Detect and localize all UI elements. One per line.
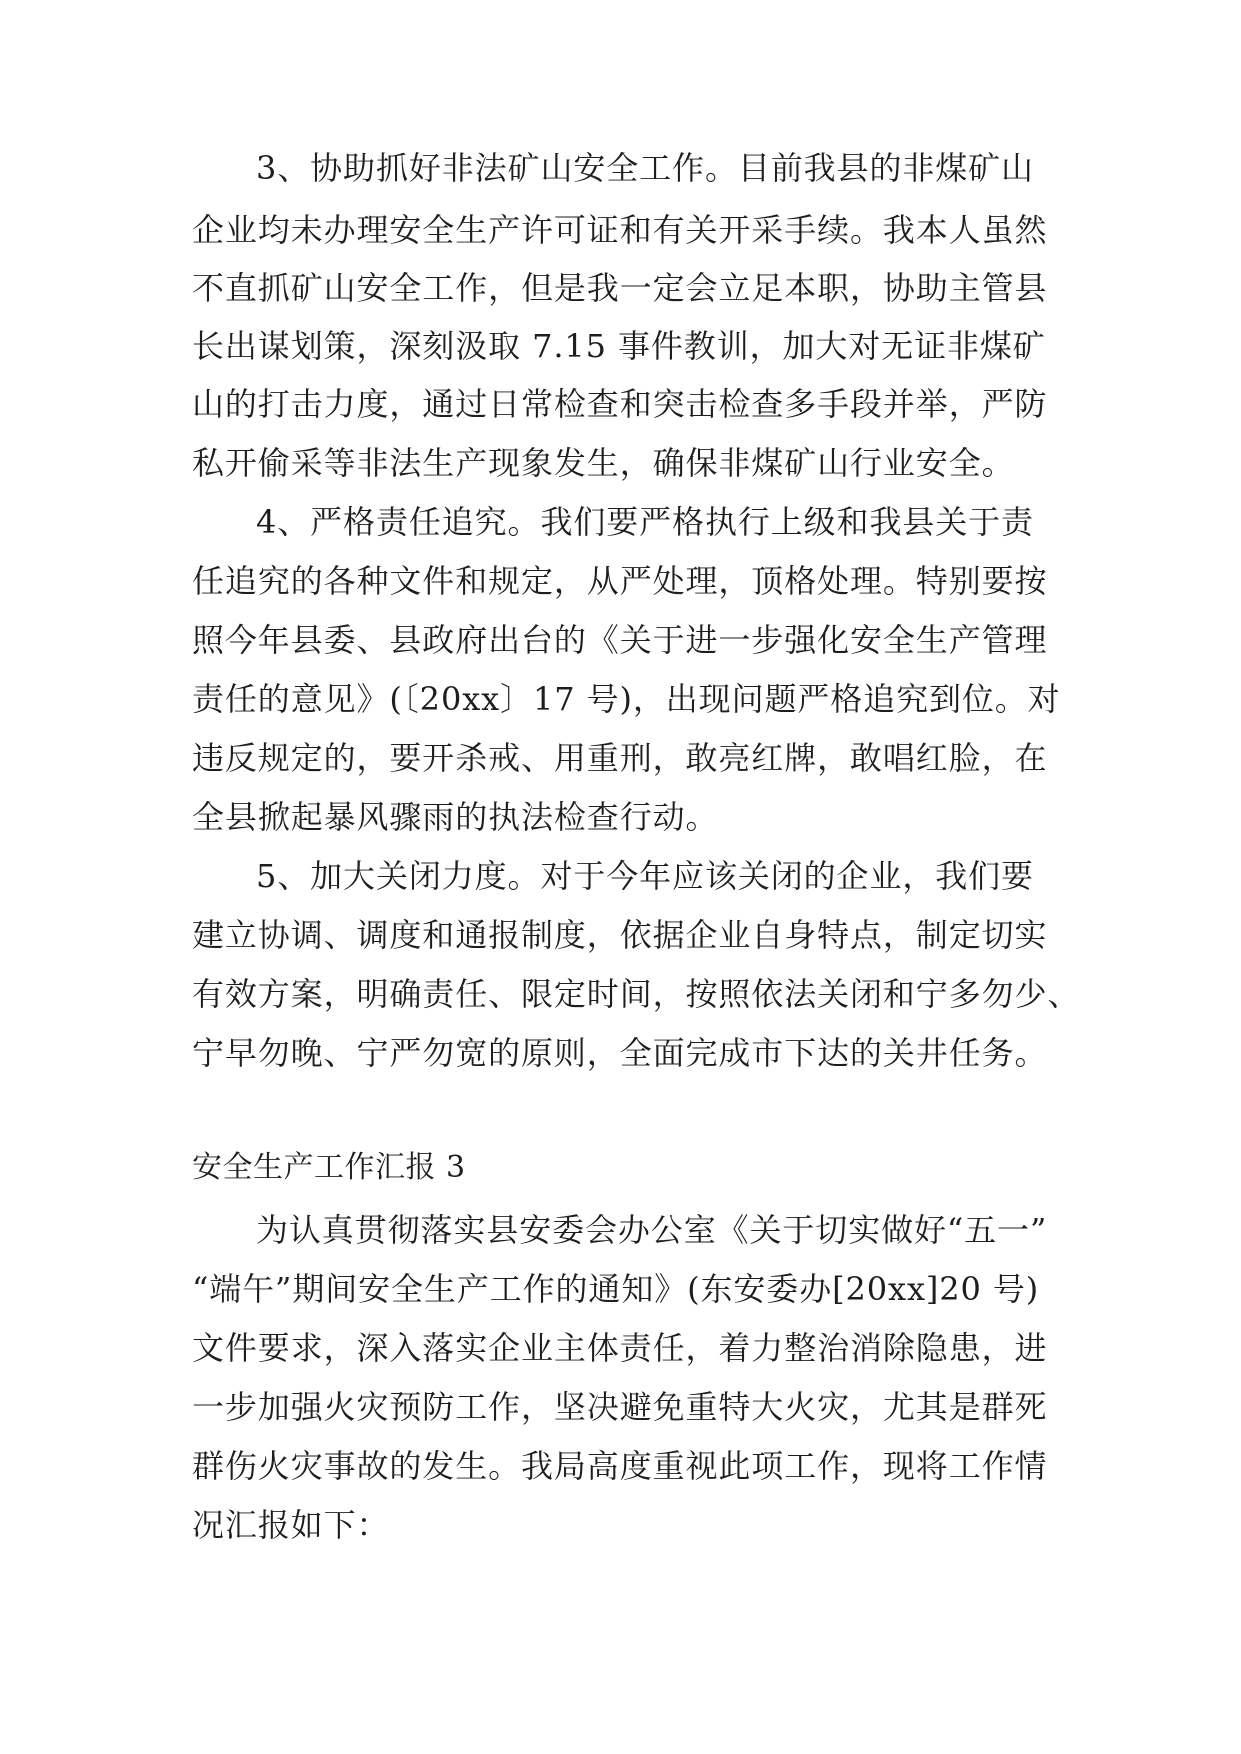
paragraph-line: 违反规定的，要开杀戒、用重刑，敢亮红牌，敢唱红脸，在 <box>192 739 1048 777</box>
paragraph-line: 群伤火灾事故的发生。我局高度重视此项工作，现将工作情 <box>192 1447 1048 1485</box>
paragraph-line: 责任的意见》(〔20xx〕17 号)，出现问题严格追究到位。对 <box>192 680 1061 718</box>
paragraph-line: 全县掀起暴风骤雨的执法检查行动。 <box>192 798 719 836</box>
paragraph-line: 4、严格责任追究。我们要严格执行上级和我县关于责 <box>256 503 1034 541</box>
paragraph-line: 建立协调、调度和通报制度，依据企业自身特点，制定切实 <box>192 916 1048 954</box>
paragraph-line: 文件要求，深入落实企业主体责任，着力整治消除隐患，进 <box>192 1329 1048 1367</box>
paragraph-line: 5、加大关闭力度。对于今年应该关闭的企业，我们要 <box>256 857 1034 895</box>
paragraph-line: 不直抓矿山安全工作，但是我一定会立足本职，协助主管县 <box>192 269 1048 307</box>
paragraph-line: 一步加强火灾预防工作，坚决避免重特大火灾，尤其是群死 <box>192 1388 1048 1426</box>
paragraph-line: 照今年县委、县政府出台的《关于进一步强化安全生产管理 <box>192 621 1048 659</box>
paragraph-line: 任追究的各种文件和规定，从严处理，顶格处理。特别要按 <box>192 562 1048 600</box>
paragraph-line: 况汇报如下： <box>192 1506 390 1544</box>
paragraph-line: 山的打击力度，通过日常检查和突击检查多手段并举，严防 <box>192 385 1048 423</box>
paragraph-line: 私开偷采等非法生产现象发生，确保非煤矿山行业安全。 <box>192 444 1015 482</box>
paragraph-line: 企业均未办理安全生产许可证和有关开采手续。我本人虽然 <box>192 211 1048 249</box>
paragraph-line: 有效方案，明确责任、限定时间，按照依法关闭和宁多勿少、 <box>192 975 1081 1013</box>
paragraph-line: 3、协助抓好非法矿山安全工作。目前我县的非煤矿山 <box>256 149 1034 187</box>
paragraph-line: 为认真贯彻落实县安委会办公室《关于切实做好“五一” <box>256 1211 1048 1249</box>
paragraph-line: 宁早勿晚、宁严勿宽的原则，全面完成市下达的关井任务。 <box>192 1034 1048 1072</box>
paragraph-line: 长出谋划策，深刻汲取 7.15 事件教训，加大对无证非煤矿 <box>192 327 1046 365</box>
paragraph-line: “端午”期间安全生产工作的通知》(东安委办[20xx]20 号) <box>192 1270 1040 1308</box>
section-heading: 安全生产工作汇报 3 <box>192 1150 466 1185</box>
